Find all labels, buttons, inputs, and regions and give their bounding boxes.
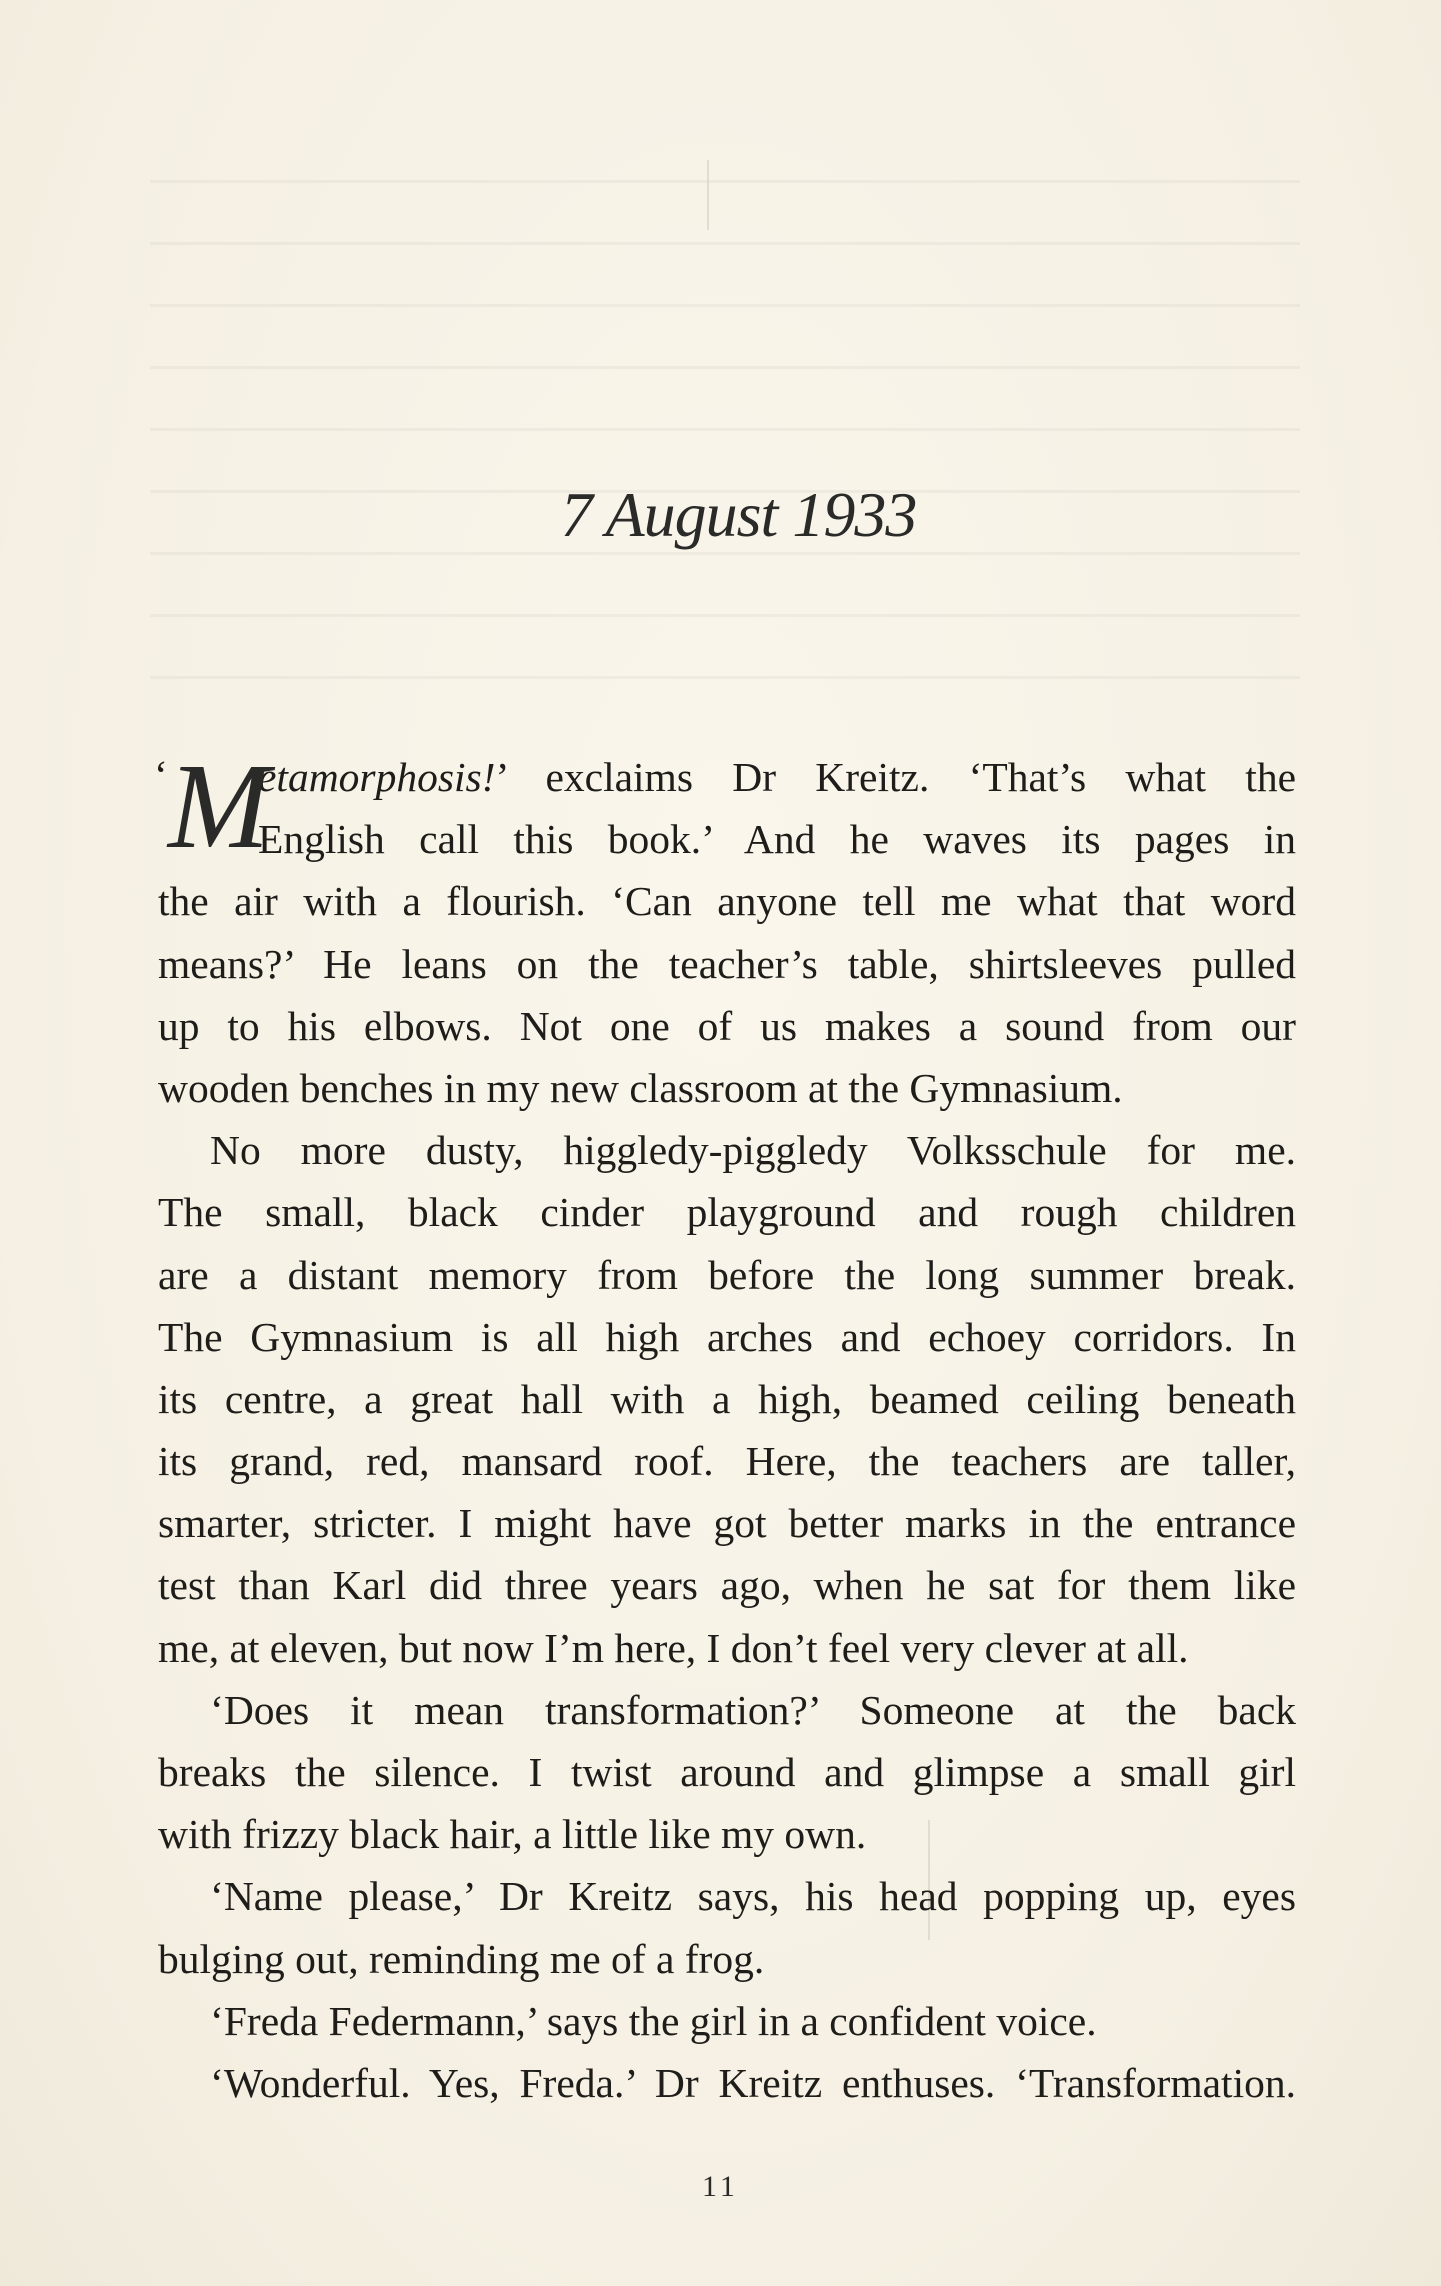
dropcap-open-quote: ‘ — [154, 752, 168, 798]
text-run: ’ exclaims Dr Kreitz. ‘That’s what the — [495, 754, 1296, 800]
show-through-texture — [150, 180, 1300, 700]
text-line — [158, 746, 1296, 808]
text-line: English call this book.’ And he waves its pages in — [258, 816, 1296, 863]
text-line: bulging out, reminding me of a frog. — [158, 1935, 765, 1982]
text-line: are a distant memory from before the long summer break. — [158, 1251, 1296, 1298]
text-line: its centre, a great hall with a high, beamed ceiling beneath — [158, 1375, 1296, 1422]
text-line: The Gymnasium is all high arches and echoey corridors. In — [158, 1313, 1296, 1360]
text-line: No more dusty, higgledy-piggledy Volksschule for me. — [210, 1127, 1296, 1174]
text-line: the air with a flourish. ‘Can anyone tell me what that word — [158, 878, 1296, 925]
text-line: means?’ He leans on the teacher’s table, shirtsleeves pulled — [158, 940, 1296, 987]
text-line: smarter, stricter. I might have got better marks in the entrance — [158, 1500, 1296, 1547]
text-line: me, at eleven, but now I’m here, I don’t feel very clever at all. — [158, 1624, 1189, 1671]
italic-word: etamorphosis! — [258, 754, 496, 800]
dropcap-letter: M — [168, 739, 270, 874]
text-line: with frizzy black hair, a little like my own. — [158, 1811, 867, 1858]
text-line: ‘Does it mean transformation?’ Someone at the back — [210, 1686, 1296, 1733]
text-line: its grand, red, mansard roof. Here, the teachers are taller, — [158, 1438, 1296, 1485]
text-line: breaks the silence. I twist around and glimpse a small girl — [158, 1749, 1296, 1795]
text-line: ‘Name please,’ Dr Kreitz says, his head popping up, eyes — [210, 1873, 1296, 1920]
text-line: The small, black cinder playground and rough children — [158, 1189, 1296, 1236]
text-line: ‘Freda Federmann,’ says the girl in a confident voice. — [210, 1997, 1097, 2044]
text-line: wooden benches in my new classroom at the Gymnasium. — [158, 1064, 1123, 1111]
chapter-title: 7 August 1933 — [560, 479, 917, 550]
scan-artifact — [707, 160, 709, 230]
text-line: up to his elbows. Not one of us makes a sound from our — [158, 1002, 1296, 1049]
body-text — [154, 739, 1296, 2114]
text-line: ‘Wonderful. Yes, Freda.’ Dr Kreitz enthuses. ‘Transformation. — [210, 2059, 1296, 2106]
text-line: test than Karl did three years ago, when he sat for them like — [158, 1562, 1296, 1609]
page-number: 11 — [702, 2170, 739, 2203]
